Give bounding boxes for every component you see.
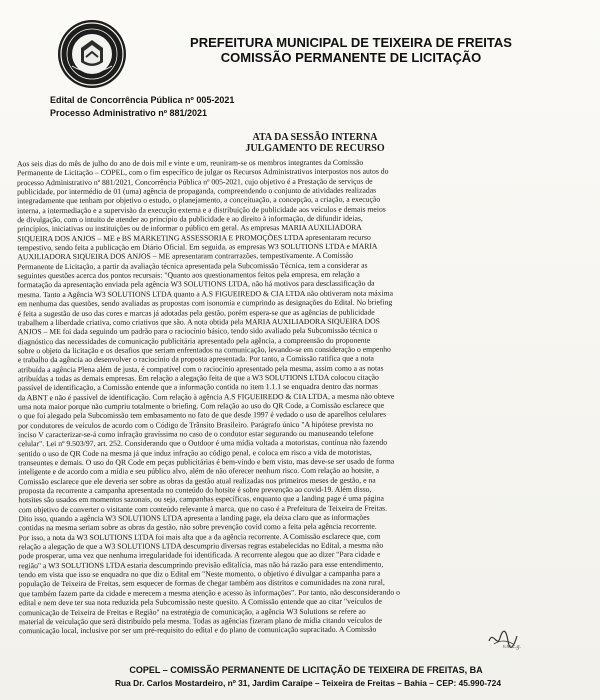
signature: [487, 626, 521, 650]
body-line: com objetivo de converter o visitante com conteúdo relevante à marca, que no caso é a Prefeitura de Teixeira de Freitas.: [18, 503, 388, 514]
body-line: em nenhuma das questões, sendo avaliadas as propostas com isonomia e cumprindo as designações do Edital. No briefing: [17, 297, 393, 309]
signature-initials: v.m.c.g.: [502, 644, 521, 650]
body-line: proposta da recorrente a campanha apresentada no conteúdo do hotsite é sobre prevenção ao covid-19. Além disso,: [18, 484, 372, 496]
body-line: SIQUEIRA DOS ANJOS – ME e BS MARKETING ASSESSORIA E PROMOÇÕES LTDA apresentaram recurso: [17, 232, 371, 243]
body-line: de divulgação, com o intuito de atender ao princípio da publicidade e ao direito à informação, de difundir ideias,: [17, 213, 363, 225]
body-text: [17, 157, 574, 651]
body-line: por condutores de veículos de acordo com o Código de Trânsito Brasileiro. Parágrafo único "A hipótese prevista no: [18, 419, 374, 430]
body-line: seguintes questões acerca dos pontos recursais: "Quanto aos questionamentos feitos pela empresa, em relação a: [17, 269, 360, 281]
body-line: tendo em vista que isso se enquadra no que diz o Edital em "Neste momento, o objetivo é divulgar a campanha para a: [18, 568, 381, 580]
body-line: mesma. Tanto a Agência W3 SOLUTIONS LTDA quanto a A.S FIGUEIREDO & CIA LTDA não obtiveram nota máxima: [17, 288, 394, 300]
body-line: diagnóstico das necessidades de comunicação publicitária apresentado pela agência, a compreensão do proponente: [17, 335, 371, 346]
body-line: integradamente que tenham por objetivo o estudo, o planejamento, a conceituação, a concepção, a criação, a execução: [17, 195, 381, 206]
body-line: formatação da apresentação enviada pela agência W3 SOLUTIONS LTDA, não há motivos para desclassificação da: [17, 279, 375, 290]
body-line: Permanente de Licitação, a partir da avaliação técnica apresentada pela Subcomissão Técnica, tem a considerar as: [17, 260, 368, 271]
body-line: da ABNT e não é passível de identificação. Com relação à agência A.S FIGUEIREDO & CIA LTDA, a mesma não obteve: [17, 391, 395, 402]
body-line: hotsites são usados em momentos sazonais, ou seja, campanhas específicas, enquanto que a landing page é uma página: [18, 493, 384, 505]
process-number: Processo Administrativo nº 881/2021: [50, 108, 208, 118]
body-line: material de veiculação que será distribuído pela mesma. Todas as agências fizeram plano de mídia citando veículos de: [18, 615, 383, 627]
body-line: inciso V caracterizar-se-á como infração gravíssima no caso de o condutor estar segurando ou manuseando telefone: [18, 428, 374, 440]
municipal-seal-logo: [58, 20, 126, 88]
body-line: relação a alegação de que a W3 SOLUTIONS LTDA descumpriu diversas regras estabelecidas no Edital, a mesma não: [18, 540, 384, 552]
header-municipality: PREFEITURA MUNICIPAL DE TEIXEIRA DE FREITAS: [190, 35, 512, 50]
document-subtitle: JULGAMENTO DE RECURSO: [245, 143, 385, 154]
document-title: ATA DA SESSÃO INTERNA: [252, 132, 378, 143]
body-line: passível de identificação, a Comissão entende que a informação contida no item 1.1.1 se enquadra dentro das normas: [17, 381, 378, 393]
body-line: pode prosperar, uma vez que nenhuma irregularidade foi identificada. A recorrente alegou que ao dizer "Para cidade e: [18, 550, 381, 561]
footer-commission: COPEL – COMISSÃO PERMANENTE DE LICITAÇÃO DE TEIXEIRA DE FREITAS, BA: [129, 665, 483, 675]
body-line: ANJOS – ME foi dada seguindo um padrão para o raciocínio básico, tendo sido avaliado pela Subcomissão técnica o: [17, 325, 378, 337]
body-line: Dito isso, quando a agência W3 SOLUTIONS LTDA apresenta a landing page, ela deixa claro que as informações: [18, 512, 370, 524]
body-line: e trabalho da agência ao desenvolver o raciocínio da proposta apresentada. Por tanto, a Comissão ratifica que a nota: [17, 353, 374, 365]
edital-number: Edital de Concorrência Pública nº 005-2021: [50, 95, 235, 105]
body-line: atribuídas a todas as demais empresas. Em relação a alegação feita de que a W3 SOLUTIONS LTDA colocou citação: [17, 372, 379, 384]
seal-emblem-icon: [58, 20, 126, 88]
body-line: sobre o objeto da licitação e os desafios que seriam enfrentados na comunicação, levando-se em consideração o empenho: [17, 344, 391, 356]
header-title-block: [151, 35, 551, 65]
body-line: atribuída a agência Plena além de justa, é compatível com o raciocínio apresentado pela mesma, assim como a as notas: [17, 363, 384, 374]
body-line: comunicação local, inclusive por ser um pré-requisito do edital e do plano de comunicação supracitado. A Comissão: [18, 624, 377, 636]
body-line: Comissão esclarece que ele deveria ser sobre as obras da gestão atual realizadas nos primeiros meses de gestão, e na: [18, 475, 376, 486]
body-line: interna, a intermediação e a supervisão da execução externa e a distribuição de publicidade aos veículos e demais meios: [17, 204, 386, 215]
header-commission: COMISSÃO PERMANENTE DE LICITAÇÃO: [220, 50, 482, 65]
body-line: comunicação de Teixeira de Freitas e Região" na estratégia de comunicação, a agência W3 Solutions se refere ao: [18, 606, 366, 617]
body-line: região" a W3 SOLUTIONS LTDA estaria descumprindo previsão editalícia, mas não há razão para esse entendimento,: [18, 559, 384, 570]
body-line: celular". Lei nº 9.503/97, art. 252. Considerando que o Outdoor é uma mídia voltada a motoristas, contínua não fazendo: [18, 437, 388, 449]
body-line: processo Administrativo nº 881/2021, Concorrência Pública nº 005-2021, cujo objetivo é a Prestação de serviços de: [17, 176, 373, 187]
body-line: sentido o uso de QR Code na mesma já que induz infração ao código penal, e coloca em risco a vida de motoristas,: [18, 447, 372, 458]
body-line: população de Teixeira de Freitas, sem esquecer de formas de chegar também aos distritos e comunidades na zona rural,: [18, 578, 385, 589]
footer-address: Rua Dr. Carlos Mostardeiro, nº 31, Jardim Caraípe – Teixeira de Freitas – Bahia – CEP: 45.990-724: [115, 678, 501, 688]
body-line: publicidade, por intermédio de 01 (uma) agência de propaganda, compreendendo o conjunto de atividades realizadas: [17, 185, 377, 197]
body-line: é feita a sugestão de uso das cores e marcas já adotadas pela gestão, porém espera-se que as agências de publicidade: [17, 307, 375, 318]
body-line: tempestivo, sendo feita a publicação em Diário Oficial. Em seguida, as empresas W3 SOLUTIONS LTDA e MARIA: [17, 241, 378, 253]
body-line: transeuntes e demais. O uso do QR Code em peças publicitárias é bem-vindo e bem visto, mas deve-se ser usado de forma: [18, 456, 395, 468]
body-line: AUXILIADORA SIQUEIRA DOS ANJOS – ME apresentaram contrarrazões, tempestivamente. A Comissão: [17, 251, 354, 262]
body-line: trabalhem a liberdade criativa, como criativos que são. A nota obtida pela MARIA AUXILIADORA SIQUEIRA DOS: [17, 316, 380, 328]
body-line: princípios, iniciativas ou instituições ou de informar o público em geral. As empresas MARIA AUXILIADORA: [17, 223, 362, 234]
body-line: que também fazem parte da cidade e merecem a mesma atenção e acesso às informações". Por tanto, não desconsiderando o: [18, 587, 400, 599]
body-line: contidas na mesma seriam sobre as obras da gestão, não sobre prevenção covid como a feita pela agência recorrente.: [18, 522, 377, 533]
body-line: Aos seis dias do mês de julho do ano de dois mil e vinte e um, reuniram-se os membros integrantes da Comissão: [16, 157, 364, 169]
body-line: inteligente e de acordo com a mídia e seu público alvo, além de não oferecer nenhum risco. Com relação ao hotsite, a: [18, 465, 380, 477]
body-line: edital e nem deve ter sua nota reduzida pela Subcomissão neste quesito. A Comissão entende que ao citar "veículos de: [18, 596, 382, 608]
body-line: Por isso, a nota da W3 SOLUTIONS LTDA foi mais alta que a da agência recorrente. A Comissão esclarece que, com: [18, 531, 381, 542]
body-line: o que foi alegado pela Subcomissão tem embasamento no fato de que desde 1997 é vedado o uso de aparelhos celulares: [18, 409, 387, 421]
body-line: Permanente de Licitação – COPEL, com o fim específico de julgar os Recursos Administrativos interpostos nos autos do: [16, 166, 389, 178]
body-line: uma nota maior porque não cumpriu totalmente o briefing. Com relação ao uso do QR Code, a Comissão esclarece que: [17, 400, 385, 412]
